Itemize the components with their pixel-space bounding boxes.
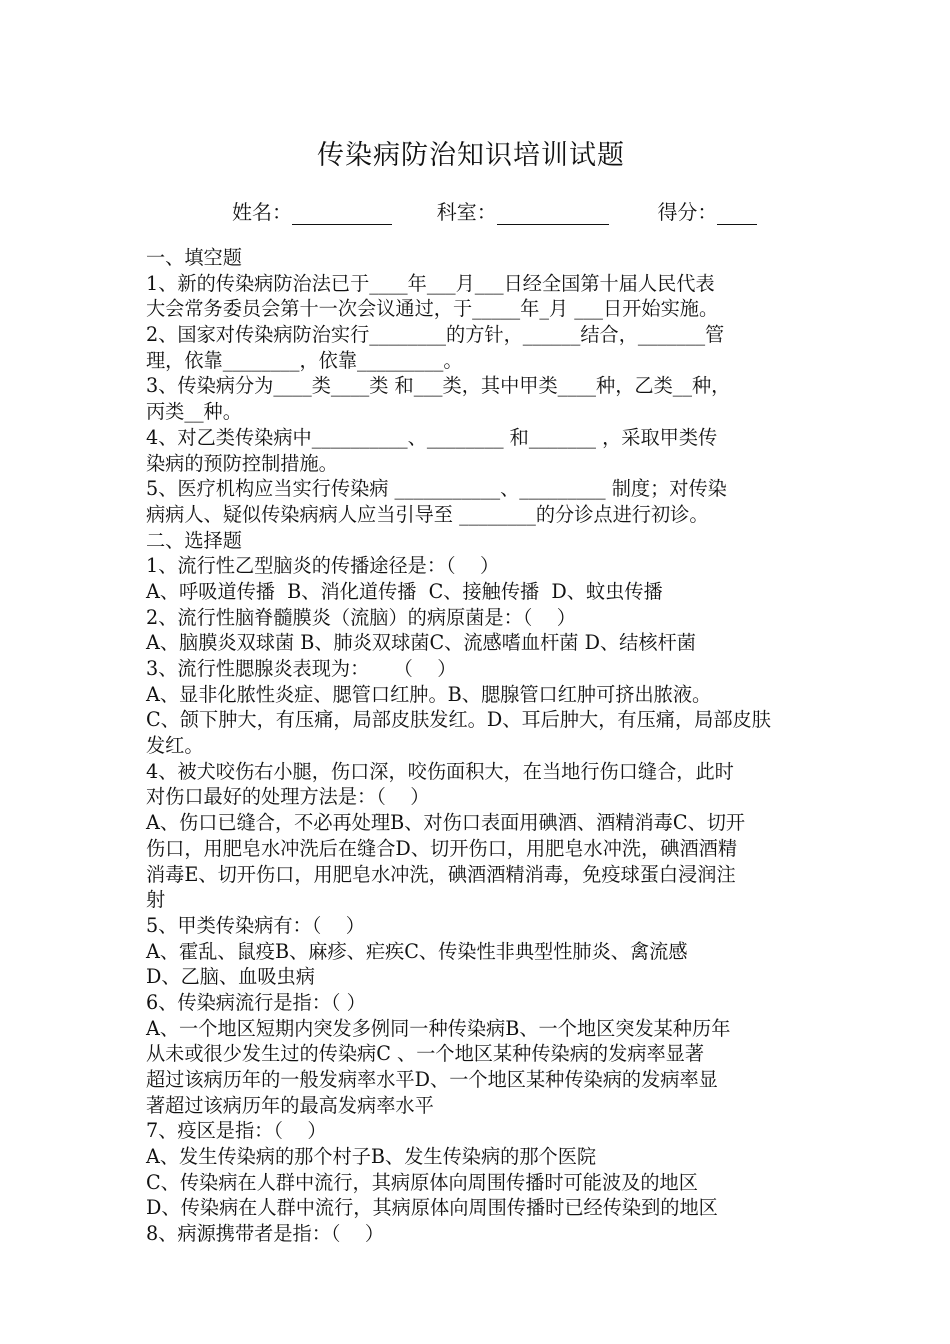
- name-label: 姓名：: [232, 200, 292, 224]
- text-line: 理，依靠________，依靠_________。: [146, 348, 463, 372]
- text-line: A、发生传染病的那个村子B、发生传染病的那个医院: [146, 1145, 597, 1169]
- text-line: 7、疫区是指：（ ）: [146, 1119, 327, 1143]
- text-line: D、乙脑、血吸虫病: [146, 965, 315, 989]
- text-line: 伤口，用肥皂水冲洗后在缝合D、切开伤口，用肥皂水冲洗，碘酒酒精: [146, 836, 738, 860]
- text-line: A、脑膜炎双球菌 B、肺炎双球菌C、流感嗜血杆菌 D、结核杆菌: [146, 631, 696, 655]
- text-line: A、一个地区短期内突发多例同一种传染病B、一个地区突发某种历年: [146, 1016, 731, 1040]
- text-line: 8、病源携带者是指：（ ）: [146, 1222, 385, 1246]
- text-line: 大会常务委员会第十一次会议通过，于_____年_月 ___日开始实施。: [146, 297, 719, 321]
- text-line: A、显非化脓性炎症、腮管口红肿。B、腮腺管口红肿可挤出脓液。: [146, 682, 712, 706]
- document-body: [146, 245, 816, 1247]
- text-line: 4、对乙类传染病中__________、________ 和_______ ，采取甲类传: [146, 425, 718, 449]
- text-line: 对伤口最好的处理方法是：（ ）: [146, 785, 430, 809]
- text-line: 6、传染病流行是指：（ ）: [146, 990, 366, 1014]
- text-line: C、传染病在人群中流行，其病原体向周围传播时可能波及的地区: [146, 1170, 698, 1194]
- text-line: 5、医疗机构应当实行传染病 ___________、_________ 制度；对传染: [146, 477, 727, 501]
- text-line: 射: [146, 888, 166, 912]
- text-line: 发红。: [146, 734, 204, 758]
- text-line: A、霍乱、鼠疫B、麻疹、疟疾C、传染性非典型性肺炎、禽流感: [146, 939, 688, 963]
- text-line: 3、传染病分为____类____类 和___类，其中甲类____种，乙类__种，: [146, 374, 731, 398]
- score-label: 得分：: [657, 200, 718, 224]
- text-line: 消毒E、切开伤口，用肥皂水冲洗，碘酒酒精消毒，免疫球蛋白浸润注: [146, 862, 736, 886]
- text-line: 2、国家对传染病防治实行________的方针，______结合，_______管: [146, 323, 725, 347]
- text-line: 1、流行性乙型脑炎的传播途径是：（ ）: [146, 554, 500, 578]
- text-line: 1、新的传染病防治法已于____年___月___日经全国第十届人民代表: [146, 271, 715, 295]
- text-line: 丙类__种。: [146, 400, 242, 424]
- text-line: A、伤口已缝合，不必再处理B、对伤口表面用碘酒、酒精消毒C、切开: [146, 811, 746, 835]
- text-line: 超过该病历年的一般发病率水平D、一个地区某种传染病的发病率显: [146, 1068, 718, 1091]
- text-line: 著超过该病历年的最高发病率水平: [146, 1093, 434, 1117]
- text-line: 4、被犬咬伤右小腿，伤口深，咬伤面积大，在当地行伤口缝合，此时: [146, 759, 734, 783]
- text-line: 染病的预防控制措施。: [146, 451, 338, 475]
- text-line: 从未或很少发生过的传染病C 、一个地区某种传染病的发病率显著: [146, 1042, 705, 1066]
- text-line: 3、流行性腮腺炎表现为： （ ）: [146, 657, 457, 680]
- dept-blank[interactable]: [497, 202, 609, 225]
- text-line: 2、流行性脑脊髓膜炎（流脑）的病原菌是：（ ）: [146, 605, 576, 629]
- text-line: C、颌下肿大，有压痛，局部皮肤发红。D、耳后肿大，有压痛，局部皮肤: [146, 708, 771, 732]
- text-line: 5、甲类传染病有：（ ）: [146, 913, 365, 937]
- info-row: [232, 196, 757, 226]
- dept-label: 科室：: [436, 200, 497, 224]
- name-blank[interactable]: [292, 202, 392, 225]
- text-line: 二、选择题: [146, 528, 242, 552]
- text-line: D、传染病在人群中流行，其病原体向周围传播时已经传染到的地区: [146, 1196, 718, 1220]
- document-title: 传染病防治知识培训试题: [317, 140, 625, 171]
- text-line: 病病人、疑似传染病病人应当引导至 ________的分诊点进行初诊。: [146, 502, 709, 526]
- text-line: 一、填空题: [146, 246, 242, 269]
- text-line: A、呼吸道传播 B、消化道传播 C、接触传播 D、蚊虫传播: [146, 579, 663, 603]
- score-blank[interactable]: [717, 202, 757, 225]
